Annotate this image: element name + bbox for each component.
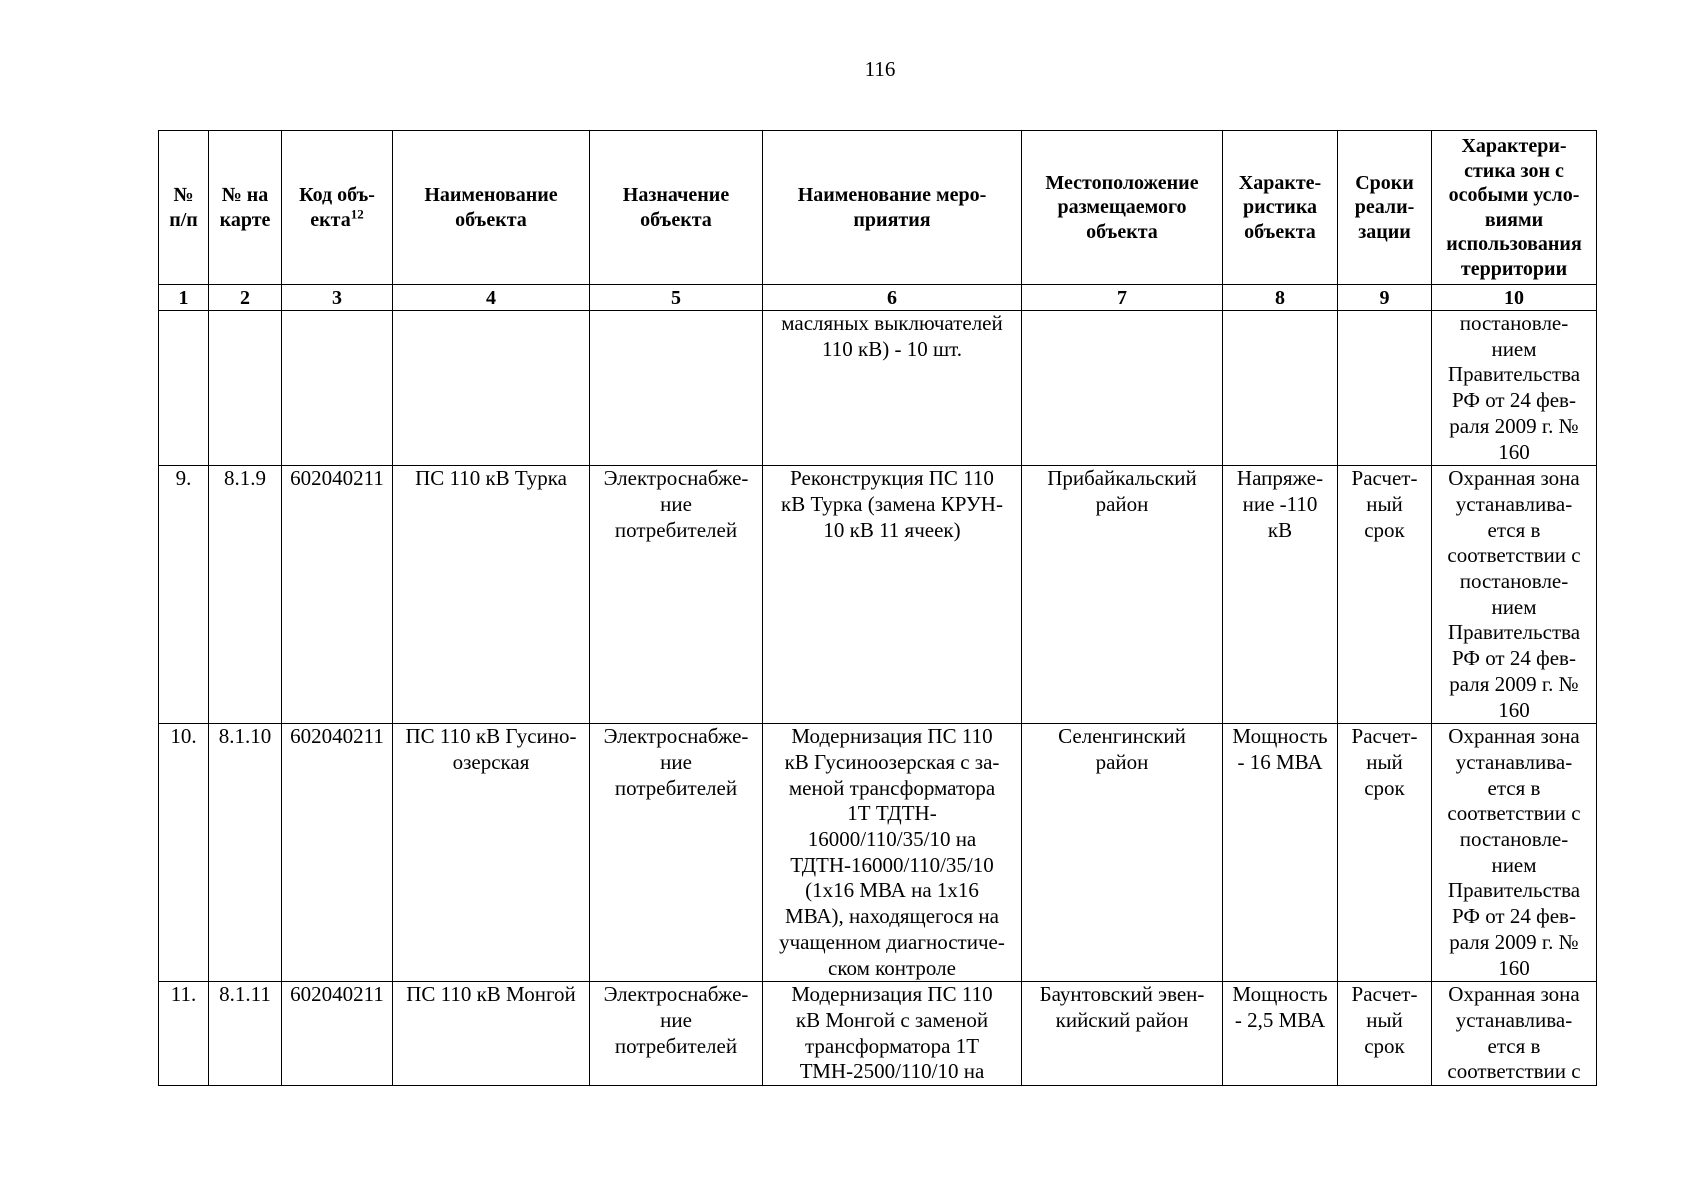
- cell-purpose: Электроснабже- ние потребителей: [590, 982, 763, 1086]
- cell-term: [1338, 311, 1432, 466]
- cell-characteristic: Мощность - 2,5 МВА: [1223, 982, 1338, 1086]
- col-header-characteristic: Характе- ристика объекта: [1223, 131, 1338, 285]
- cell-term: Расчет- ный срок: [1338, 724, 1432, 982]
- col-number: 8: [1223, 285, 1338, 311]
- cell-characteristic: [1223, 311, 1338, 466]
- col-header-map: № на карте: [209, 131, 282, 285]
- table-row: [159, 982, 1597, 1086]
- cell-num: 10.: [159, 724, 209, 982]
- footnote-mark: 12: [350, 205, 364, 221]
- cell-code: [282, 311, 393, 466]
- col-header-zone: Характери- стика зон с особыми усло- виями использования территории: [1432, 131, 1597, 285]
- cell-characteristic: Мощность - 16 МВА: [1223, 724, 1338, 982]
- col-header-code-label: Код объ- екта: [299, 184, 375, 231]
- cell-map: [209, 311, 282, 466]
- col-number: 9: [1338, 285, 1432, 311]
- col-header-code: [282, 131, 393, 285]
- cell-purpose: [590, 311, 763, 466]
- cell-num: [159, 311, 209, 466]
- col-header-name: Наименование объекта: [393, 131, 590, 285]
- cell-name: ПС 110 кВ Турка: [393, 466, 590, 724]
- table-row: [159, 466, 1597, 724]
- col-number: 6: [763, 285, 1022, 311]
- col-header-num: № п/п: [159, 131, 209, 285]
- col-header-term: Сроки реали- зации: [1338, 131, 1432, 285]
- cell-location: Селенгинский район: [1022, 724, 1223, 982]
- cell-measure: Модернизация ПС 110 кВ Гусиноозерская с за- меной трансформатора 1Т ТДТН- 16000/110/35/10 на ТДТН-16000/110/35/10 (1х16 МВА на 1х16 МВА), находящегося на учащенном диагностиче- ском контроле: [763, 724, 1022, 982]
- col-number: 5: [590, 285, 763, 311]
- cell-measure: Реконструкция ПС 110 кВ Турка (замена КРУН- 10 кВ 11 ячеек): [763, 466, 1022, 724]
- document-table: [158, 130, 1597, 1086]
- table-header-row: [159, 131, 1597, 285]
- cell-map: 8.1.11: [209, 982, 282, 1086]
- cell-map: 8.1.9: [209, 466, 282, 724]
- cell-code: 602040211: [282, 724, 393, 982]
- cell-name: [393, 311, 590, 466]
- cell-name: ПС 110 кВ Гусино- озерская: [393, 724, 590, 982]
- cell-term: Расчет- ный срок: [1338, 466, 1432, 724]
- col-number: 3: [282, 285, 393, 311]
- cell-purpose: Электроснабже- ние потребителей: [590, 724, 763, 982]
- table-row: [159, 311, 1597, 466]
- cell-location: Прибайкальский район: [1022, 466, 1223, 724]
- cell-code: 602040211: [282, 466, 393, 724]
- cell-zone: постановле- нием Правительства РФ от 24 фев- раля 2009 г. № 160: [1432, 311, 1597, 466]
- col-number: 2: [209, 285, 282, 311]
- col-number: 4: [393, 285, 590, 311]
- page-number: 116: [864, 57, 896, 81]
- table-row: [159, 724, 1597, 982]
- col-header-measure: Наименование меро- приятия: [763, 131, 1022, 285]
- col-number: 7: [1022, 285, 1223, 311]
- cell-zone: Охранная зона устанавлива- ется в соответствии с: [1432, 982, 1597, 1086]
- cell-purpose: Электроснабже- ние потребителей: [590, 466, 763, 724]
- col-header-location: Местоположение размещаемого объекта: [1022, 131, 1223, 285]
- cell-code: 602040211: [282, 982, 393, 1086]
- cell-name: ПС 110 кВ Монгой: [393, 982, 590, 1086]
- cell-characteristic: Напряже- ние -110 кВ: [1223, 466, 1338, 724]
- cell-map: 8.1.10: [209, 724, 282, 982]
- cell-num: 9.: [159, 466, 209, 724]
- col-header-purpose: Назначение объекта: [590, 131, 763, 285]
- cell-location: [1022, 311, 1223, 466]
- cell-measure: Модернизация ПС 110 кВ Монгой с заменой трансформатора 1Т ТМН-2500/110/10 на: [763, 982, 1022, 1086]
- cell-zone: Охранная зона устанавлива- ется в соответствии с постановле- нием Правительства РФ от 24 фев- раля 2009 г. № 160: [1432, 724, 1597, 982]
- cell-measure: масляных выключателей 110 кВ) - 10 шт.: [763, 311, 1022, 466]
- column-number-row: [159, 285, 1597, 311]
- cell-term: Расчет- ный срок: [1338, 982, 1432, 1086]
- cell-zone: Охранная зона устанавлива- ется в соответствии с постановле- нием Правительства РФ от 24 фев- раля 2009 г. № 160: [1432, 466, 1597, 724]
- cell-num: 11.: [159, 982, 209, 1086]
- col-number: 10: [1432, 285, 1597, 311]
- col-number: 1: [159, 285, 209, 311]
- cell-location: Баунтовский эвен- кийский район: [1022, 982, 1223, 1086]
